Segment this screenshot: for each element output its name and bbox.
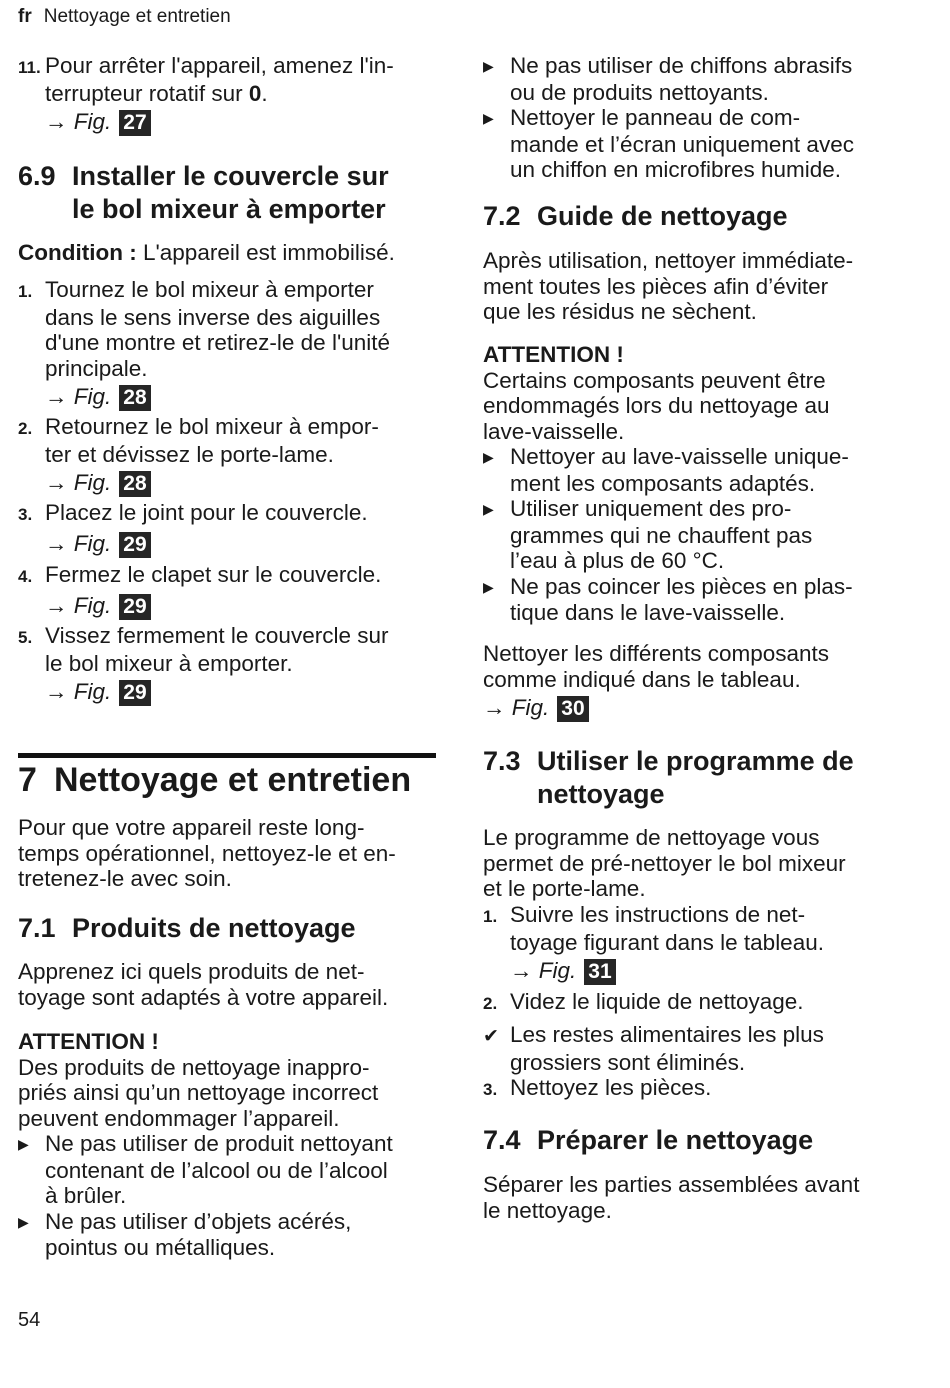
section-number: 7.3 [483,746,521,776]
bullet-text: grammes qui ne chauffent pas [510,522,813,548]
section-6-9-heading [18,160,436,225]
figure-number-badge: 29 [119,680,150,706]
step-3 [18,500,436,558]
step-2 [483,989,908,1017]
figure-reference [18,531,436,558]
paragraph-line: et le porte-lame. [483,876,646,901]
section-number: 7.1 [18,913,56,943]
figure-number-badge: 29 [119,594,150,620]
section-7-1-intro [18,959,436,1010]
paragraph-line: toyage sont adaptés à votre appareil. [18,984,389,1010]
figure-number-badge: 29 [119,532,150,558]
section-title: Préparer le nettoyage [537,1125,814,1155]
attention-label: ATTENTION ! [483,342,624,367]
paragraph-line: que les résidus ne sèchent. [483,299,757,324]
bullet-icon: ▶ [483,578,494,595]
fig-label: Fig. [73,592,112,618]
condition-text: L'appareil est immobilisé. [136,240,395,265]
header-title: Nettoyage et entretien [43,6,231,27]
step-number: 1. [18,282,33,301]
bullet-text: à brûler. [45,1183,127,1208]
fig-label: Fig. [73,470,112,495]
step-number: 11. [18,58,41,77]
chapter-number: 7 [18,761,37,799]
step-5 [18,623,436,706]
paragraph-line: tretenez-le avec soin. [18,866,232,891]
result-text: Les restes alimentaires les plus [510,1022,824,1047]
bullet-icon: ▶ [483,58,494,74]
step-number: 4. [18,567,33,586]
punctuation: . [261,80,268,106]
step-text: toyage figurant dans le tableau. [510,929,824,955]
figure-reference [483,958,908,985]
section-title: le bol mixeur à emporter [72,193,386,224]
page-number: 54 [18,1309,41,1331]
language-code: fr [18,6,32,27]
section-title: Guide de nettoyage [537,201,788,231]
condition-label: Condition : [18,240,137,265]
step-text: d'une montre et retirez-le de l'unité [45,330,391,355]
step-text: Fermez le clapet sur le couvercle. [45,562,382,587]
bullet-text: Ne pas utiliser d’objets acérés, [45,1208,352,1234]
paragraph-line: Des produits de nettoyage inappro- [18,1054,370,1080]
step-number: 2. [483,994,498,1013]
running-header [18,6,231,28]
step-text: Retournez le bol mixeur à empor- [45,414,379,439]
arrow-icon: → [45,109,68,134]
step-text: Tournez le bol mixeur à emporter [45,277,374,302]
bullet-text: Ne pas utiliser de chiffons abrasifs [510,53,853,78]
section-7-4-heading [483,1124,908,1157]
chapter-7-heading [18,760,436,800]
paragraph-line: lave-vaisselle. [483,418,625,444]
paragraph-line: priés ainsi qu’un nettoyage incorrect [18,1080,379,1105]
bullet-text: tique dans le lave-vaisselle. [510,600,786,625]
section-7-3-intro [483,825,908,902]
step-text: le bol mixeur à emporter. [45,650,293,676]
bullet-text: Nettoyer le panneau de com- [510,105,801,130]
paragraph-line: comme indiqué dans le tableau. [483,666,801,692]
fig-label: Fig. [73,109,112,134]
step-text: Nettoyez les pièces. [510,1075,712,1100]
paragraph-line: Séparer les parties assemblées avant [483,1172,860,1197]
section-title: Produits de nettoyage [72,913,356,943]
step-4 [18,562,436,620]
figure-number-badge: 27 [119,110,150,136]
bullet-text: contenant de l’alcool ou de l’alcool [45,1157,388,1183]
section-7-1-heading [18,912,436,945]
arrow-icon: → [45,384,68,409]
arrow-icon: → [45,679,68,704]
section-7-3-heading [483,745,908,810]
step-result [483,1022,908,1075]
figure-number-badge: 28 [119,471,150,497]
fig-label: Fig. [538,958,577,983]
bullet-text: pointus ou métalliques. [45,1235,276,1260]
step-text: ter et dévissez le porte-lame. [45,441,334,467]
paragraph-line: peuvent endommager l’appareil. [18,1105,340,1131]
bullet-icon: ▶ [483,449,494,465]
figure-reference [18,384,436,411]
step-text: dans le sens inverse des aiguilles [45,304,381,330]
step-11 [18,53,436,136]
chapter-7-intro [18,815,436,892]
bullet-icon: ▶ [483,110,494,126]
section-number: 7.4 [483,1125,521,1155]
step-number: 3. [18,505,33,524]
paragraph-line: Pour que votre appareil reste long- [18,815,365,840]
step-text: principale. [45,355,148,381]
bullet-text: l’eau à plus de 60 °C. [510,548,725,573]
step-number: 1. [483,907,498,926]
figure-number-badge: 31 [584,959,615,985]
step-3 [483,1075,908,1103]
paragraph-line: Après utilisation, nettoyer immédiate- [483,248,854,273]
section-7-2-heading [483,200,908,233]
attention-notice [483,342,908,626]
paragraph-line: le nettoyage. [483,1197,612,1223]
arrow-icon: → [510,958,533,983]
bullet-text: ou de produits nettoyants. [510,79,769,105]
fig-label: Fig. [73,679,112,704]
bullet-icon: ▶ [18,1213,29,1230]
bullet-text: ment les composants adaptés. [510,470,816,496]
step-text: Vissez fermement le couvercle sur [45,623,389,648]
figure-reference [18,679,436,706]
section-number: 6.9 [18,161,56,191]
bullet-icon: ▶ [18,1136,29,1152]
bullet-text: Nettoyer au lave-vaisselle unique- [510,444,849,469]
paragraph-line: temps opérationnel, nettoyez-le et en- [18,840,396,866]
figure-number-badge: 28 [119,385,150,411]
paragraph-line: Nettoyer les différents composants [483,641,830,666]
arrow-icon: → [45,592,68,618]
section-title: nettoyage [537,778,665,809]
bullet-text: Ne pas coincer les pièces en plas- [510,573,853,599]
switch-position: 0 [248,80,262,106]
arrow-icon: → [483,695,506,720]
fig-label: Fig. [73,384,112,409]
arrow-icon: → [45,470,68,495]
section-number: 7.2 [483,201,521,231]
figure-number-badge: 30 [557,696,588,722]
bullet-icon: ▶ [483,501,494,517]
attention-label: ATTENTION ! [18,1029,159,1054]
bullets-top [483,53,908,183]
figure-reference [18,470,436,497]
chapter-title: Nettoyage et entretien [54,761,412,799]
paragraph-line: ment toutes les pièces afin d’éviter [483,273,829,299]
check-icon: ✔ [483,1026,499,1047]
step-1 [18,277,436,411]
step-2 [18,414,436,497]
step-1 [483,902,908,985]
section-title: Installer le couvercle sur [72,161,389,191]
figure-reference [483,695,908,722]
chapter-rule [18,753,436,758]
step-text: Placez le joint pour le couvercle. [45,500,368,525]
attention-notice [18,1029,436,1261]
paragraph-line: Apprenez ici quels produits de net- [18,959,365,984]
step-text: Suivre les instructions de net- [510,902,806,927]
bullet-text: Ne pas utiliser de produit nettoyant [45,1131,393,1156]
result-text: grossiers sont éliminés. [510,1049,746,1075]
paragraph-line: permet de pré-nettoyer le bol mixeur [483,850,846,876]
table-paragraph [483,641,908,722]
arrow-icon: → [45,530,68,556]
paragraph-line: Le programme de nettoyage vous [483,825,820,850]
paragraph-line: endommagés lors du nettoyage au [483,393,830,418]
condition [18,240,436,266]
step-number: 5. [18,628,33,647]
figure-reference [18,593,436,620]
section-7-2-intro [483,248,908,325]
fig-label: Fig. [511,695,550,720]
step-number: 2. [18,419,33,438]
figure-reference [18,109,436,136]
step-text: Videz le liquide de nettoyage. [510,989,804,1014]
paragraph-line: Certains composants peuvent être [483,367,826,393]
step-text: terrupteur rotatif sur [45,80,249,106]
bullet-text: mande et l’écran uniquement avec [510,131,854,157]
bullet-text: Utiliser uniquement des pro- [510,496,792,521]
section-7-4-intro [483,1172,908,1223]
bullet-text: un chiffon en microfibres humide. [510,157,842,182]
fig-label: Fig. [73,530,112,556]
step-text: Pour arrêter l'appareil, amenez l'in- [45,53,394,78]
step-number: 3. [483,1080,498,1099]
section-title: Utiliser le programme de [537,746,854,776]
